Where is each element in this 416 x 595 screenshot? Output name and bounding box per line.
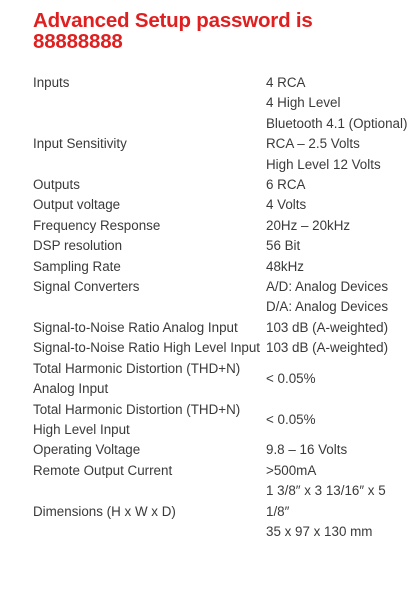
spec-value: >500mA <box>266 462 317 478</box>
spec-value: < 0.05% <box>266 411 316 427</box>
spec-label: Operating Voltage <box>33 442 141 458</box>
spec-row-remote-output-current <box>33 461 409 481</box>
spec-row-dimensions <box>33 481 409 542</box>
spec-label: Signal-to-Noise Ratio High Level Input <box>33 340 261 356</box>
spec-value: 20Hz – 20kHz <box>266 217 351 233</box>
spec-value: 56 Bit <box>266 238 301 254</box>
spec-row-snr-high-level <box>33 338 409 358</box>
spec-row-thd-high-level <box>33 400 409 441</box>
spec-label: Output voltage <box>33 197 121 213</box>
spec-label: Signal-to-Noise Ratio Analog Input <box>33 319 238 335</box>
spec-value <box>266 134 409 175</box>
spec-row-dsp-resolution <box>33 236 409 256</box>
spec-row-frequency-response <box>33 216 409 236</box>
spec-label: Signal Converters <box>33 279 140 295</box>
spec-value: 103 dB (A-weighted) <box>266 319 389 335</box>
spec-value <box>266 481 409 542</box>
spec-value: 6 RCA <box>266 177 306 193</box>
spec-label: DSP resolution <box>33 238 123 254</box>
spec-value-line: 4 RCA <box>266 75 306 90</box>
spec-row-snr-analog <box>33 318 409 338</box>
spec-row-inputs <box>33 73 409 134</box>
spec-value: 48kHz <box>266 258 304 274</box>
spec-value-line: High Level 12 Volts <box>266 156 381 172</box>
spec-label: Total Harmonic Distortion (THD+N) Analog Input <box>33 360 241 397</box>
spec-label: Total Harmonic Distortion (THD+N) High Level Input <box>33 401 241 437</box>
spec-label: Dimensions (H x W x D) <box>33 503 176 519</box>
spec-row-operating-voltage <box>33 440 409 460</box>
spec-label: Frequency Response <box>33 217 161 233</box>
spec-value: < 0.05% <box>266 370 316 386</box>
page-title: Advanced Setup password is 88888888 <box>33 9 313 53</box>
spec-label: Remote Output Current <box>33 462 173 478</box>
spec-value-line: D/A: Analog Devices <box>266 299 389 315</box>
spec-row-outputs <box>33 175 409 195</box>
spec-value <box>266 73 409 134</box>
spec-label: Inputs <box>33 75 70 90</box>
spec-value: 4 Volts <box>266 197 307 213</box>
spec-table <box>33 73 409 542</box>
spec-value-line: 35 x 97 x 130 mm <box>266 523 373 539</box>
spec-row-signal-converters <box>33 277 409 318</box>
spec-row-sampling-rate <box>33 257 409 277</box>
spec-label: Input Sensitivity <box>33 136 127 152</box>
spec-row-thd-analog <box>33 359 409 400</box>
spec-value-line: Bluetooth 4.1 (Optional) <box>266 115 408 131</box>
spec-value-line: RCA – 2.5 Volts <box>266 136 360 152</box>
spec-label: Outputs <box>33 177 80 193</box>
spec-value: 103 dB (A-weighted) <box>266 340 389 356</box>
spec-label: Sampling Rate <box>33 258 121 274</box>
spec-value <box>266 277 409 318</box>
spec-value-line: A/D: Analog Devices <box>266 279 389 295</box>
spec-value: 9.8 – 16 Volts <box>266 442 348 458</box>
spec-value-line: 1 3/8″ x 3 13/16″ x 5 1/8″ <box>266 483 386 519</box>
spec-row-output-voltage <box>33 195 409 215</box>
spec-row-input-sensitivity <box>33 134 409 175</box>
spec-value-line: 4 High Level <box>266 95 341 111</box>
